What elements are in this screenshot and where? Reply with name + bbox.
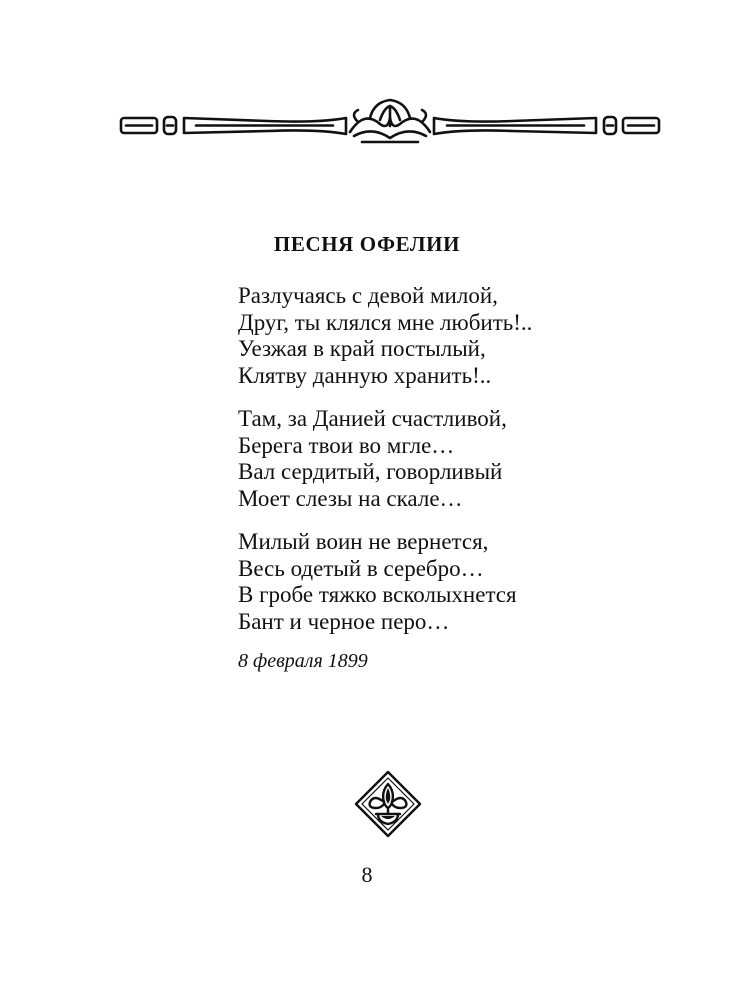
poem-line: Там, за Данией счастливой, <box>238 406 507 431</box>
poem-date: 8 февраля 1899 <box>238 650 368 672</box>
page-number: 8 <box>361 862 373 887</box>
header-ornament-icon <box>118 96 662 148</box>
poem-line: Моет слезы на скале… <box>238 485 463 511</box>
poem-line: Друг, ты клялся мне любить!.. <box>238 309 533 335</box>
poem-line: Весь одетый в серебро… <box>238 555 484 581</box>
poem-line: Разлучаясь с девой милой, <box>238 283 498 308</box>
poem-line: Берега твои во мгле… <box>238 432 455 458</box>
poem-body <box>238 283 532 652</box>
poem-line: Бант и черное перо… <box>238 608 450 634</box>
stanza <box>238 529 532 635</box>
stanza <box>238 283 532 389</box>
poem-line: Вал сердитый, говорливый <box>238 459 503 484</box>
poem-line: Милый воин не вернется, <box>238 529 489 554</box>
poem-line: В гробе тяжко всколыхнется <box>238 582 517 607</box>
poem-title: ПЕСНЯ ОФЕЛИИ <box>273 232 461 256</box>
poem-line: Клятву данную хранить!.. <box>238 362 492 388</box>
stanza <box>238 406 532 512</box>
diamond-fleur-ornament-icon <box>354 770 422 838</box>
poem-line: Уезжая в край постылый, <box>238 336 486 361</box>
